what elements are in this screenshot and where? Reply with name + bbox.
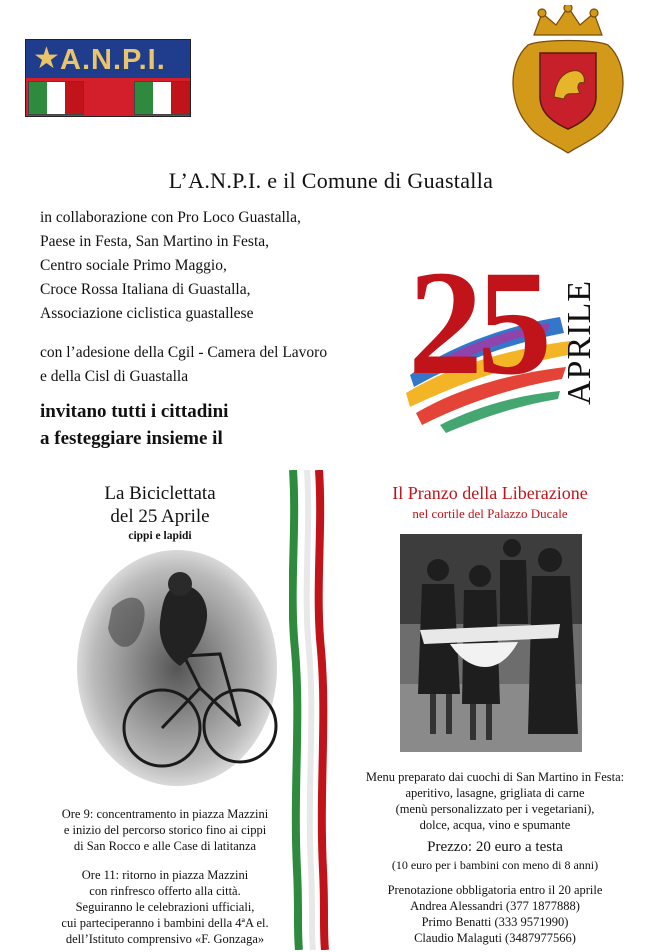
bike-ride-heading — [60, 482, 260, 528]
adhesion-text — [40, 341, 327, 389]
invite-text — [40, 398, 228, 452]
lunch-subtitle: nel cortile del Palazzo Ducale — [412, 506, 568, 521]
schedule-line: Seguiranno le celebrazioni ufficiali, — [75, 900, 255, 914]
schedule-line: dell’Istituto comprensivo «F. Gonzaga» — [65, 932, 265, 946]
adhesion-line: con l’adesione della Cgil - Camera del Lavoro — [40, 344, 328, 361]
bike-ride-date: del 25 Aprile — [110, 506, 210, 527]
menu-text — [330, 769, 660, 833]
liberation-lunch-photo — [400, 534, 582, 752]
schedule-line: di San Rocco e alle Case di latitanza — [73, 839, 257, 853]
collab-line: in collaborazione con Pro Loco Guastalla, — [40, 209, 301, 226]
late-morning-schedule — [38, 867, 292, 947]
anpi-logo — [25, 39, 191, 117]
star-icon: ★ — [33, 42, 60, 75]
booking-contact: Andrea Alessandri (377 1877888) — [410, 899, 580, 913]
price-note: (10 euro per i bambini con meno di 8 anni) — [391, 858, 599, 872]
menu-line: (menù personalizzato per i vegetariani), — [395, 802, 595, 816]
italian-flag-icon — [134, 81, 190, 115]
poster-word: APRILE — [561, 280, 598, 405]
page-title: L’A.N.P.I. e il Comune di Guastalla — [168, 168, 494, 193]
collaboration-text — [40, 206, 301, 326]
collab-line: Associazione ciclistica guastallese — [40, 305, 254, 322]
menu-line: Menu preparato dai cuochi di San Martino in Festa: — [365, 770, 625, 784]
menu-line: dolce, acqua, vino e spumante — [419, 818, 571, 832]
cyclist-photo — [72, 548, 282, 788]
collab-line: Paese in Festa, San Martino in Festa, — [40, 233, 270, 250]
schedule-line: e inizio del percorso storico fino ai cippi — [63, 823, 267, 837]
morning-schedule — [45, 806, 285, 854]
logo-text: A.N.P.I. — [60, 44, 166, 76]
bike-ride-subtitle: cippi e lapidi — [128, 530, 192, 542]
logo-banner — [26, 40, 190, 78]
collab-line: Croce Rossa Italiana di Guastalla, — [40, 281, 251, 298]
invite-line: a festeggiare insieme il — [40, 428, 223, 449]
schedule-line: con rinfresco offerto alla città. — [89, 884, 241, 898]
booking-contact: Primo Benatti (333 9571990) — [421, 915, 569, 929]
italian-flag-icon — [28, 81, 84, 115]
collab-line: Centro sociale Primo Maggio, — [40, 257, 227, 274]
price-text: Prezzo: 20 euro a testa — [427, 839, 563, 855]
coat-of-arms-icon — [506, 5, 630, 155]
logo-flags — [26, 78, 190, 116]
booking-text — [330, 882, 660, 946]
25-aprile-graphic — [400, 225, 610, 435]
booking-contact: Claudio Malaguti (3487977566) — [414, 931, 576, 945]
lunch-title: Il Pranzo della Liberazione — [392, 483, 588, 503]
schedule-line: Ore 11: ritorno in piazza Mazzini — [81, 868, 249, 882]
bike-ride-title: La Biciclettata — [104, 483, 216, 504]
schedule-line: Ore 9: concentramento in piazza Mazzini — [61, 807, 269, 821]
invite-line: invitano tutti i cittadini — [40, 401, 229, 422]
poster-number: 25 — [408, 240, 546, 406]
schedule-line: cui parteciperanno i bambini della 4ªA el. — [61, 916, 269, 930]
adhesion-line: e della Cisl di Guastalla — [40, 368, 189, 385]
booking-line: Prenotazione obbligatoria entro il 20 aprile — [387, 883, 603, 897]
menu-line: aperitivo, lasagne, grigliata di carne — [405, 786, 585, 800]
tricolor-ribbon — [289, 470, 329, 950]
